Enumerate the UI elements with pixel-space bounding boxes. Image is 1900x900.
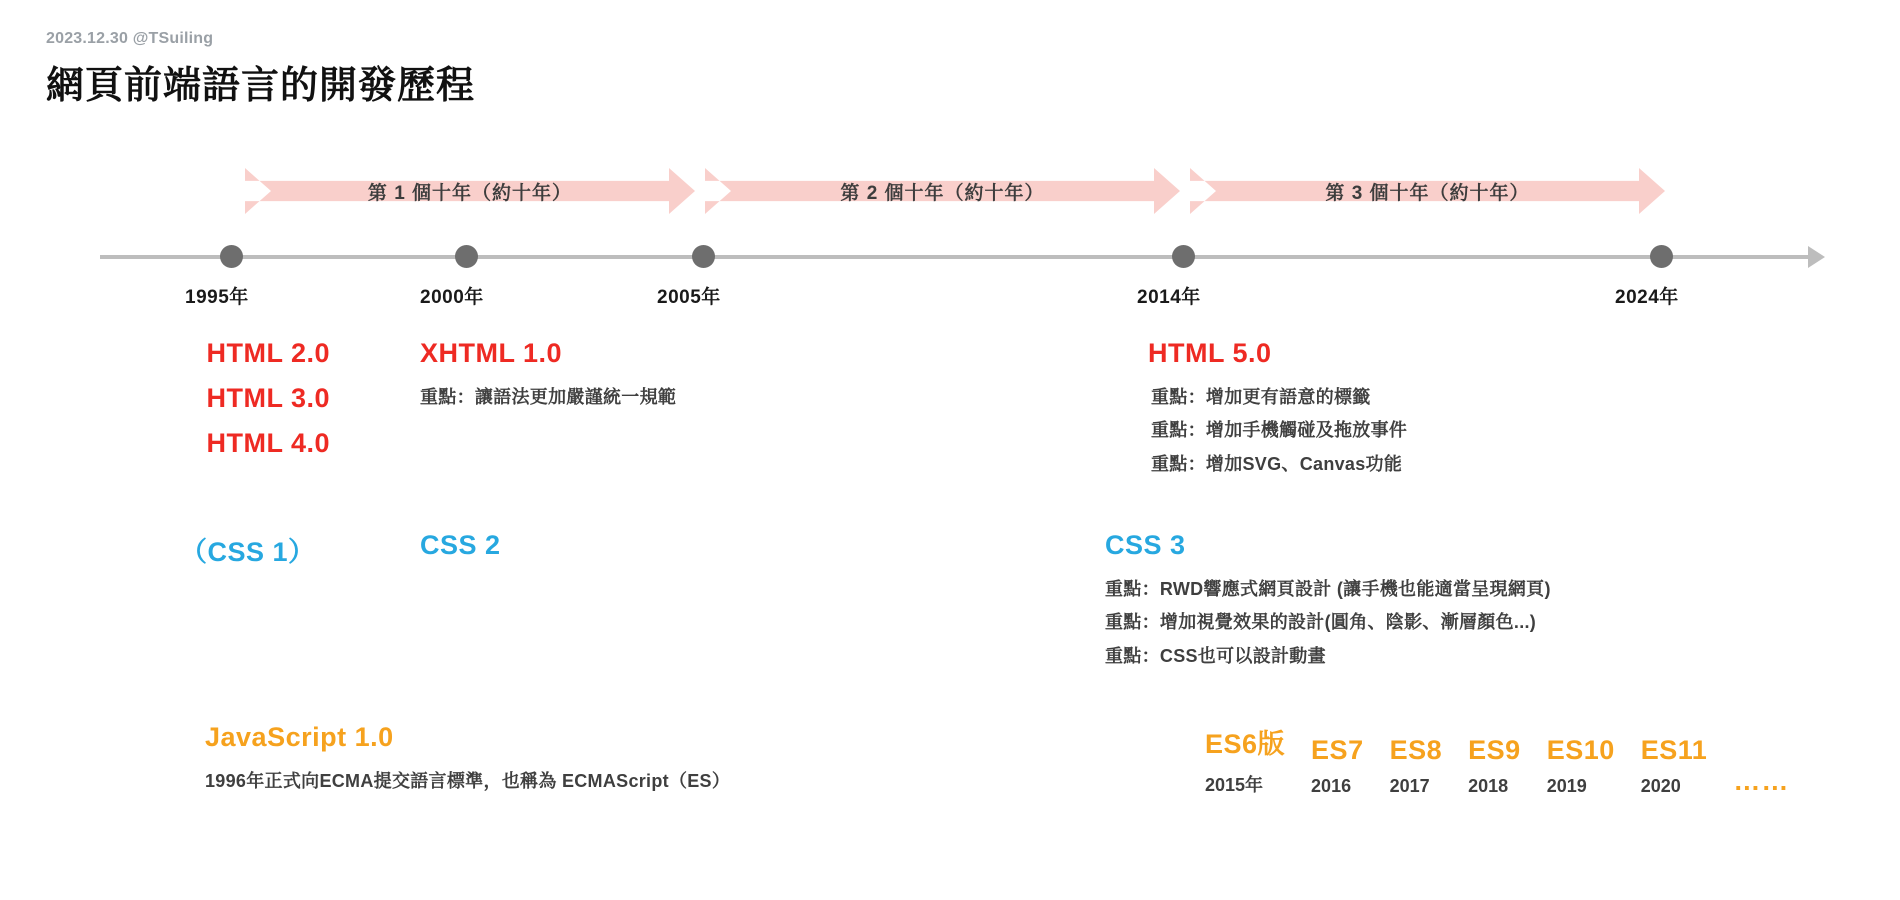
es10-name: ES10 [1546,735,1615,765]
es7-name: ES7 [1311,735,1364,765]
timeline-node-2000 [455,245,478,268]
es-item-es7 [1311,735,1364,797]
html-version-2: HTML 2.0 [206,338,330,368]
javascript-title: JavaScript 1.0 [205,722,394,752]
xhtml-note-1: 重點：讓語法更加嚴謹統一規範 [420,387,677,407]
es8-year: 2017 [1389,776,1430,796]
es8-name: ES8 [1389,735,1443,765]
timeline-axis-arrow-icon [1808,246,1825,268]
css-2014-group [1105,530,1551,673]
timeline-node-2014 [1172,245,1195,268]
byline-date: 2023.12.30 [46,30,129,47]
es-version-row [1205,722,1789,797]
byline [46,30,475,48]
css3-note-1: 重點：RWD響應式網頁設計 (讓手機也能適當呈現網頁) [1105,579,1551,599]
html5-note-1: 重點：增加更有語意的標籤 [1151,387,1371,407]
html-version-4: HTML 4.0 [206,428,330,458]
timeline-label-2005: 2005年 [657,287,721,308]
css2-title: CSS 2 [420,530,501,560]
decade-bar-1-label: 第 1 個十年（約十年） [367,182,573,204]
html-version-3: HTML 3.0 [206,383,330,413]
decade-bar-1 [245,168,695,214]
es-more-dots: …… [1733,766,1790,796]
es10-year: 2019 [1546,776,1587,796]
es11-year: 2020 [1640,776,1681,796]
es-item-es9 [1468,735,1521,797]
decade-bar-3 [1190,168,1665,214]
decade-bar-2-label: 第 2 個十年（約十年） [840,182,1045,204]
xhtml-title: XHTML 1.0 [420,338,563,368]
byline-handle: @TSuiling [132,30,214,47]
decade-bar-3-label: 第 3 個十年（約十年） [1325,182,1530,204]
html5-title: HTML 5.0 [1148,338,1272,368]
css3-note-2: 重點：增加視覺效果的設計(圓角、陰影、漸層顏色...) [1105,612,1537,633]
css1-title: （CSS 1） [180,537,316,567]
es-item-more [1733,766,1789,797]
html-2014-group [1148,338,1407,481]
es11-name: ES11 [1640,735,1708,765]
timeline-node-1995 [220,245,243,268]
es9-year: 2018 [1468,776,1509,796]
page-title: 網頁前端語言的開發歷程 [46,65,476,107]
html-1995-group [110,338,330,459]
timeline-label-2014: 2014年 [1137,287,1201,308]
es9-name: ES9 [1468,735,1521,765]
html-2000-group [420,338,676,414]
timeline-node-2024 [1650,245,1673,268]
html5-note-3: 重點：增加SVG、Canvas功能 [1151,453,1403,474]
timeline-node-2005 [692,245,715,268]
es-item-es8 [1390,735,1443,797]
es-versions-group [1205,722,1789,797]
css3-title: CSS 3 [1105,530,1186,560]
es6-year: 2015年 [1205,775,1264,795]
es-item-es6 [1205,722,1285,797]
timeline-label-2000: 2000年 [420,287,484,308]
decade-bars [0,168,1900,218]
css3-note-3: 重點：CSS也可以設計動畫 [1105,645,1326,666]
css-2000-group [420,530,501,561]
timeline-label-2024: 2024年 [1615,287,1679,308]
decade-bar-2 [705,168,1180,214]
css-1995-group [180,530,316,569]
js-2000-group [205,722,730,798]
es7-year: 2016 [1311,776,1352,796]
es-item-es10 [1547,735,1615,797]
es-item-es11 [1641,735,1708,797]
html5-note-2: 重點：增加手機觸碰及拖放事件 [1151,420,1408,441]
javascript-note-1: 1996年正式向ECMA提交語言標準，也稱為 ECMAScript（ES） [205,771,731,791]
es6-name: ES6版 [1205,729,1286,759]
timeline-axis [100,255,1810,259]
page-header [46,30,475,109]
timeline-label-1995: 1995年 [185,287,249,308]
